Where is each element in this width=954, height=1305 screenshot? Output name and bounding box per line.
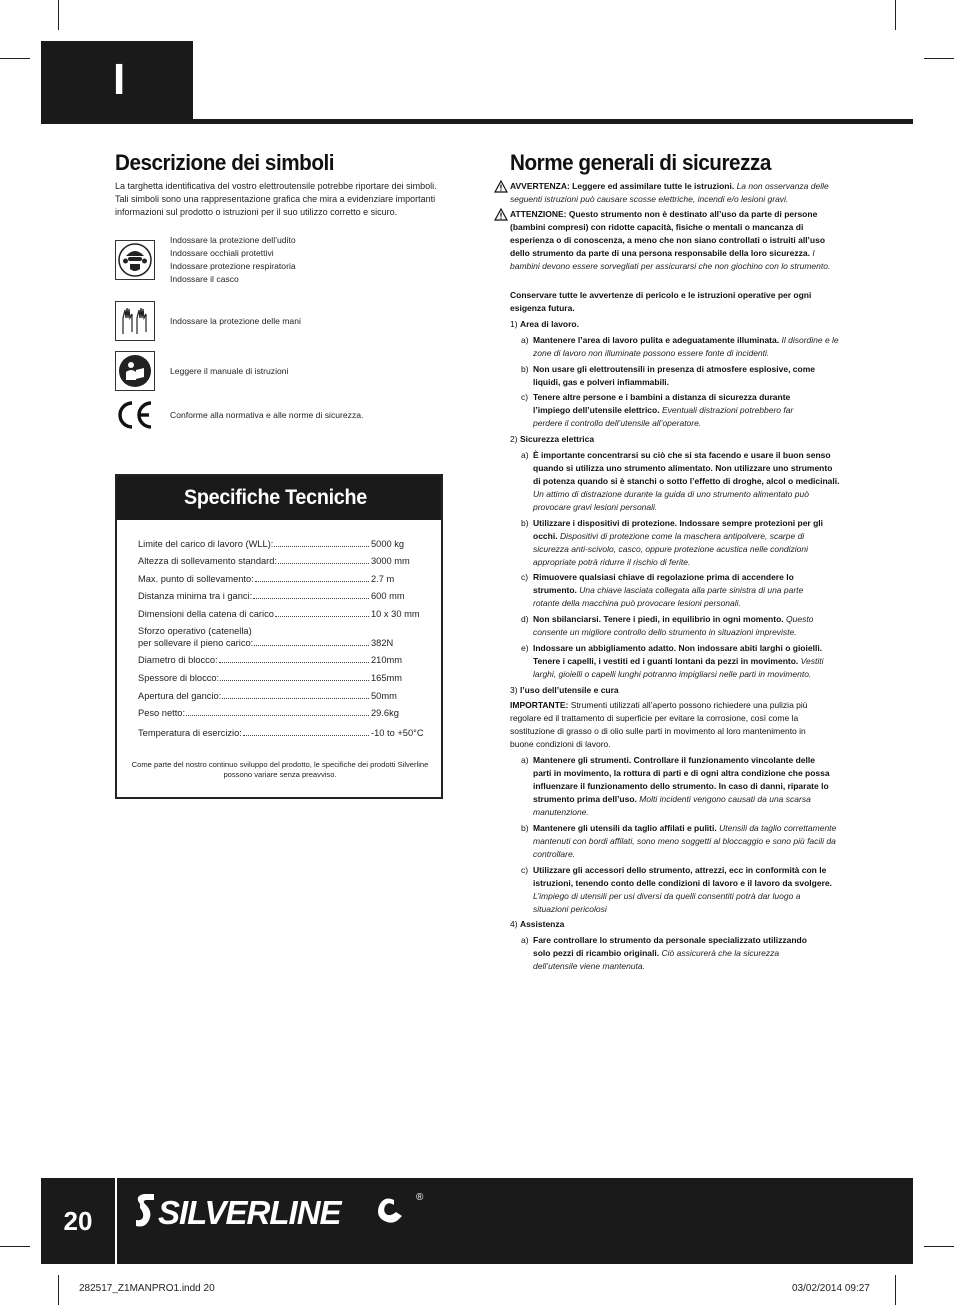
- spec-label: Temperatura di esercizio:: [138, 728, 242, 738]
- item-italic: Vestiti larghi, gioielli o capelli lunghi potranno impigliarsi nelle parti in movimento.: [533, 656, 824, 679]
- symbol-row-gloves: [115, 301, 301, 341]
- spec-row: [138, 655, 434, 665]
- list-item: [533, 613, 833, 639]
- crop-mark: [58, 0, 59, 30]
- section-title: Assistenza: [519, 919, 565, 929]
- spec-value: 5000 kg: [371, 539, 405, 549]
- footer-divider: [115, 1178, 117, 1264]
- item-bold: Indossare un abbigliamento adatto. Non indossare abiti larghi o gioielli. Tenere i capelli, i vestiti ed i guanti lontani da pezzi in movimento.: [533, 643, 823, 666]
- spec-value: 2.7 m: [371, 574, 395, 584]
- spec-row: [138, 728, 434, 738]
- spec-row: [138, 574, 434, 584]
- crop-mark: [0, 1246, 30, 1247]
- section-number: 4): [510, 919, 518, 929]
- spec-value: 210mm: [371, 655, 403, 665]
- list-item: [533, 934, 825, 973]
- section-number: 1): [510, 319, 518, 329]
- symbol-desc: [170, 315, 301, 328]
- spec-row: [138, 708, 434, 718]
- list-item: [533, 642, 843, 681]
- spec-label: Altezza di sollevamento standard:: [138, 556, 278, 566]
- item-italic: Un attimo di distrazione durante la guida di uno strumento alimentato può provocare gravi lesioni personali.: [533, 489, 809, 512]
- list-item: [533, 449, 841, 514]
- symbol-row-ce: [115, 395, 364, 435]
- list-item: [533, 864, 833, 916]
- crop-mark: [924, 58, 954, 59]
- symbol-desc-line: Leggere il manuale di istruzioni: [170, 366, 289, 376]
- spec-label: Apertura del gancio:: [138, 691, 222, 701]
- brand-name: SILVERLINE: [158, 1194, 341, 1231]
- crop-mark: [895, 1275, 896, 1305]
- ce-mark-icon: [115, 395, 155, 435]
- item-italic: Dispositivi di protezione come la maschera antipolvere, scarpe di sicurezza anti-scivolo, casco, oppure protezione acustica nelle condizioni appropriate potrà ridurre il rischio di ferite.: [533, 531, 808, 567]
- important-text: Strumenti utilizzati all’aperto possono richiedere una pulizia più regolare ed il trattamento di superficie per evitare la corrosione, così come la sostituzione di grasso o di olio sulle parti in movimento al loro mantenimento in buone condizioni di lavoro.: [510, 700, 808, 749]
- item-bold: Rimuovere qualsiasi chiave di regolazione prima di accendere lo strumento.: [533, 572, 794, 595]
- item-bold: Non sbilanciarsi. Tenere i piedi, in equilibrio in ogni momento.: [533, 614, 784, 624]
- item-italic: Una chiave lasciata collegata alla parte sinistra di una parte rotante della macchina può provocare lesioni personali.: [533, 585, 804, 608]
- important-note: [510, 699, 830, 751]
- spec-row: [138, 638, 434, 648]
- symbol-desc: [170, 365, 288, 378]
- specs-note: Come parte del nostro continuo sviluppo del prodotto, le specifiche dei prodotti Silverline possono variare senza preavviso.: [131, 760, 429, 779]
- spec-label: per sollevare il pieno carico:: [138, 638, 254, 648]
- item-letter: a): [521, 335, 529, 345]
- item-bold: Utilizzare gli accessori dello strumento, attrezzi, ecc in conformità con le istruzioni, tenendo conto delle condizioni di lavoro e il lavoro da svolgere.: [533, 865, 832, 888]
- symbols-intro: La targhetta identificativa del vostro elettroutensile potrebbe riportare dei simboli. Tali simboli sono una rappresentazione grafica che mira a evidenziare importanti informazioni sul prodotto o istruzioni per il suo utilizzo corretto e sicuro.: [115, 181, 437, 217]
- item-italic: Molti incidenti vengono causati da una scarsa manutenzione.: [533, 794, 811, 817]
- spec-value: 29.6kg: [371, 708, 399, 718]
- list-item: [533, 517, 833, 569]
- list-item: [533, 822, 839, 861]
- spec-value: 165mm: [371, 673, 403, 683]
- warning-triangle-icon: [494, 208, 508, 221]
- item-bold: Utilizzare i dispositivi di protezione. Indossare sempre protezioni per gli occhi.: [533, 518, 824, 541]
- symbol-desc-line: Indossare la protezione dell’udito: [170, 235, 296, 245]
- spec-label: Dimensioni della catena di carico: [138, 609, 274, 619]
- item-italic: L’impiego di utensili per usi diversi da quelli consentiti potrà dar luogo a situazioni pericolosi: [533, 891, 801, 914]
- item-bold: È importante concentrarsi su ciò che si sta facendo e usare il buon senso quando si utilizza uno strumento alimentato. Non utilizzare uno strumento di potenza quando si è stanchi o sotto l’effetto di droghe, alcol o medicinali.: [533, 450, 840, 486]
- item-bold: Non usare gli elettroutensili in presenza di atmosfere esplosive, come liquidi, gas e polveri infiammabili.: [533, 364, 816, 387]
- crop-mark: [895, 0, 896, 30]
- item-bold: Mantenere gli strumenti. Controllare il funzionamento vincolante delle parti in movimento, la rottura di parti e di ogni altra condizione che possa influenzare il funzionamento dello strumento. In caso di danni, riparate lo strumento prima dell’uso.: [533, 755, 830, 804]
- important-label: IMPORTANTE:: [510, 700, 569, 710]
- section-title: l’uso dell’utensile e cura: [519, 685, 619, 695]
- spec-row: [138, 673, 434, 683]
- section-number: 2): [510, 434, 518, 444]
- symbols-title: Descrizione dei simboli: [115, 150, 335, 175]
- spec-row: [138, 591, 434, 601]
- symbol-desc-line: Conforme alla normativa e alle norme di sicurezza.: [170, 410, 364, 420]
- crop-mark: [58, 1275, 59, 1305]
- ppe-head-icon: [115, 240, 155, 280]
- brand-logo: [132, 1186, 432, 1236]
- caution-italic: I bambini devono essere sorvegliati per assicurarsi che non giochino con lo strumento.: [510, 248, 831, 271]
- spec-label: Limite del carico di lavoro (WLL):: [138, 539, 274, 549]
- spec-label: Spessore di blocco:: [138, 673, 220, 683]
- caution-block: [510, 208, 842, 273]
- spec-row: [138, 691, 434, 701]
- symbol-row-ppe: [115, 235, 296, 284]
- list-item: [533, 391, 823, 430]
- item-letter: e): [521, 643, 529, 653]
- list-item: [533, 754, 835, 819]
- warning-triangle-icon: [494, 180, 508, 193]
- spec-label: Max. punto di sollevamento:: [138, 574, 254, 584]
- warning-bold: AVVERTENZA: Leggere ed assimilare tutte le istruzioni.: [510, 181, 735, 191]
- symbol-desc: [170, 234, 296, 286]
- item-letter: c): [521, 865, 529, 875]
- language-tab: [41, 41, 193, 123]
- symbol-desc-line: Indossare il casco: [170, 274, 239, 284]
- crop-mark: [924, 1246, 954, 1247]
- spec-row: [138, 539, 434, 549]
- specs-header: [117, 476, 441, 520]
- crop-mark: [0, 58, 30, 59]
- spec-value: 10 x 30 mm: [371, 609, 420, 619]
- spec-row: [138, 626, 434, 636]
- item-letter: d): [521, 614, 529, 624]
- spec-label: Sforzo operativo (catenella): [138, 626, 252, 636]
- spec-label: Distanza minima tra i ganci:: [138, 591, 253, 601]
- section-title: Area di lavoro.: [519, 319, 579, 329]
- specs-title: Specifiche Tecniche: [184, 486, 367, 509]
- item-letter: c): [521, 392, 529, 402]
- item-bold: Mantenere gli utensili da taglio affilati e puliti.: [533, 823, 717, 833]
- symbol-desc: [170, 409, 363, 422]
- spec-row: [138, 556, 434, 566]
- date-slug: 03/02/2014 09:27: [792, 1283, 870, 1294]
- spec-value: -10 to +50°C: [371, 728, 424, 738]
- keep-text: Conservare tutte le avvertenze di pericolo e le istruzioni operative per ogni esigenza futura.: [510, 290, 812, 313]
- symbol-desc-line: Indossare la protezione delle mani: [170, 316, 301, 326]
- item-bold: Fare controllare lo strumento da personale specializzato utilizzando solo pezzi di ricambio originali.: [533, 935, 807, 958]
- spec-value: 382N: [371, 638, 394, 648]
- item-bold: Tenere altre persone e i bambini a distanza di sicurezza durante l’impiego dell’utensile elettrico.: [533, 392, 791, 415]
- item-italic: Il disordine e le zone di lavoro non illuminate possono essere fonte di incidenti.: [533, 335, 839, 358]
- keep-instructions: [510, 289, 842, 315]
- spec-value: 3000 mm: [371, 556, 410, 566]
- item-italic: Ciò assicurerà che la sicurezza dell’utensile viene mantenuta.: [533, 948, 780, 971]
- caution-bold: ATTENZIONE: Questo strumento non è destinato all’uso da parte di persone (bambini compresi) con ridotte capacità, fisiche o mentali o mancanza di esperienza o di conoscenza, a meno che non siano controllati o istruiti all’uso dello strumento da parte di una persona responsabile della loro sicurezza.: [510, 209, 826, 258]
- spec-value: 50mm: [371, 691, 397, 701]
- item-letter: a): [521, 450, 529, 460]
- item-letter: c): [521, 572, 529, 582]
- language-code: I: [113, 55, 126, 104]
- warning-italic: La non osservanza delle seguenti istruzioni può causare scosse elettriche, incendi e/o lesioni gravi.: [510, 181, 829, 204]
- list-item: [533, 334, 841, 360]
- item-italic: Eventuali distrazioni potrebbero far perdere il controllo dell’utensile all’operatore.: [533, 405, 794, 428]
- item-italic: Questo consente un migliore controllo dello strumento in situazioni impreviste.: [533, 614, 814, 637]
- safety-title: Norme generali di sicurezza: [510, 150, 771, 175]
- file-slug: 282517_Z1MANPRO1.indd 20: [79, 1283, 215, 1294]
- symbol-desc-line: Indossare protezione respiratoria: [170, 261, 296, 271]
- item-letter: a): [521, 935, 529, 945]
- list-item: [533, 571, 823, 610]
- item-bold: Mantenere l’area di lavoro pulita e adeguatamente illuminata.: [533, 335, 780, 345]
- page-number: 20: [63, 1205, 93, 1236]
- gloves-icon: [115, 301, 155, 341]
- registered-mark: ®: [416, 1192, 424, 1203]
- warning-block: [510, 180, 842, 206]
- symbol-row-manual: [115, 351, 289, 391]
- item-letter: b): [521, 518, 529, 528]
- section-title: Sicurezza elettrica: [519, 434, 595, 444]
- section-heading: [510, 918, 564, 931]
- section-number: 3): [510, 685, 518, 695]
- item-letter: a): [521, 755, 529, 765]
- header-rule: [41, 119, 913, 124]
- read-manual-icon: [115, 351, 155, 391]
- section-heading: [510, 318, 579, 331]
- specs-panel: [115, 474, 443, 799]
- spec-value: 600 mm: [371, 591, 405, 601]
- section-heading: [510, 684, 619, 697]
- item-letter: b): [521, 364, 529, 374]
- item-letter: b): [521, 823, 529, 833]
- symbol-desc-line: Indossare occhiali protettivi: [170, 248, 274, 258]
- list-item: [533, 363, 833, 389]
- spec-label: Peso netto:: [138, 708, 186, 718]
- spec-label: Diametro di blocco:: [138, 655, 218, 665]
- spec-row: [138, 609, 434, 619]
- item-italic: Utensili da taglio correttamente mantenuti con bordi affilati, sono meno soggetti al bloccaggio e sono più facili da controllare.: [533, 823, 837, 859]
- section-heading: [510, 433, 594, 446]
